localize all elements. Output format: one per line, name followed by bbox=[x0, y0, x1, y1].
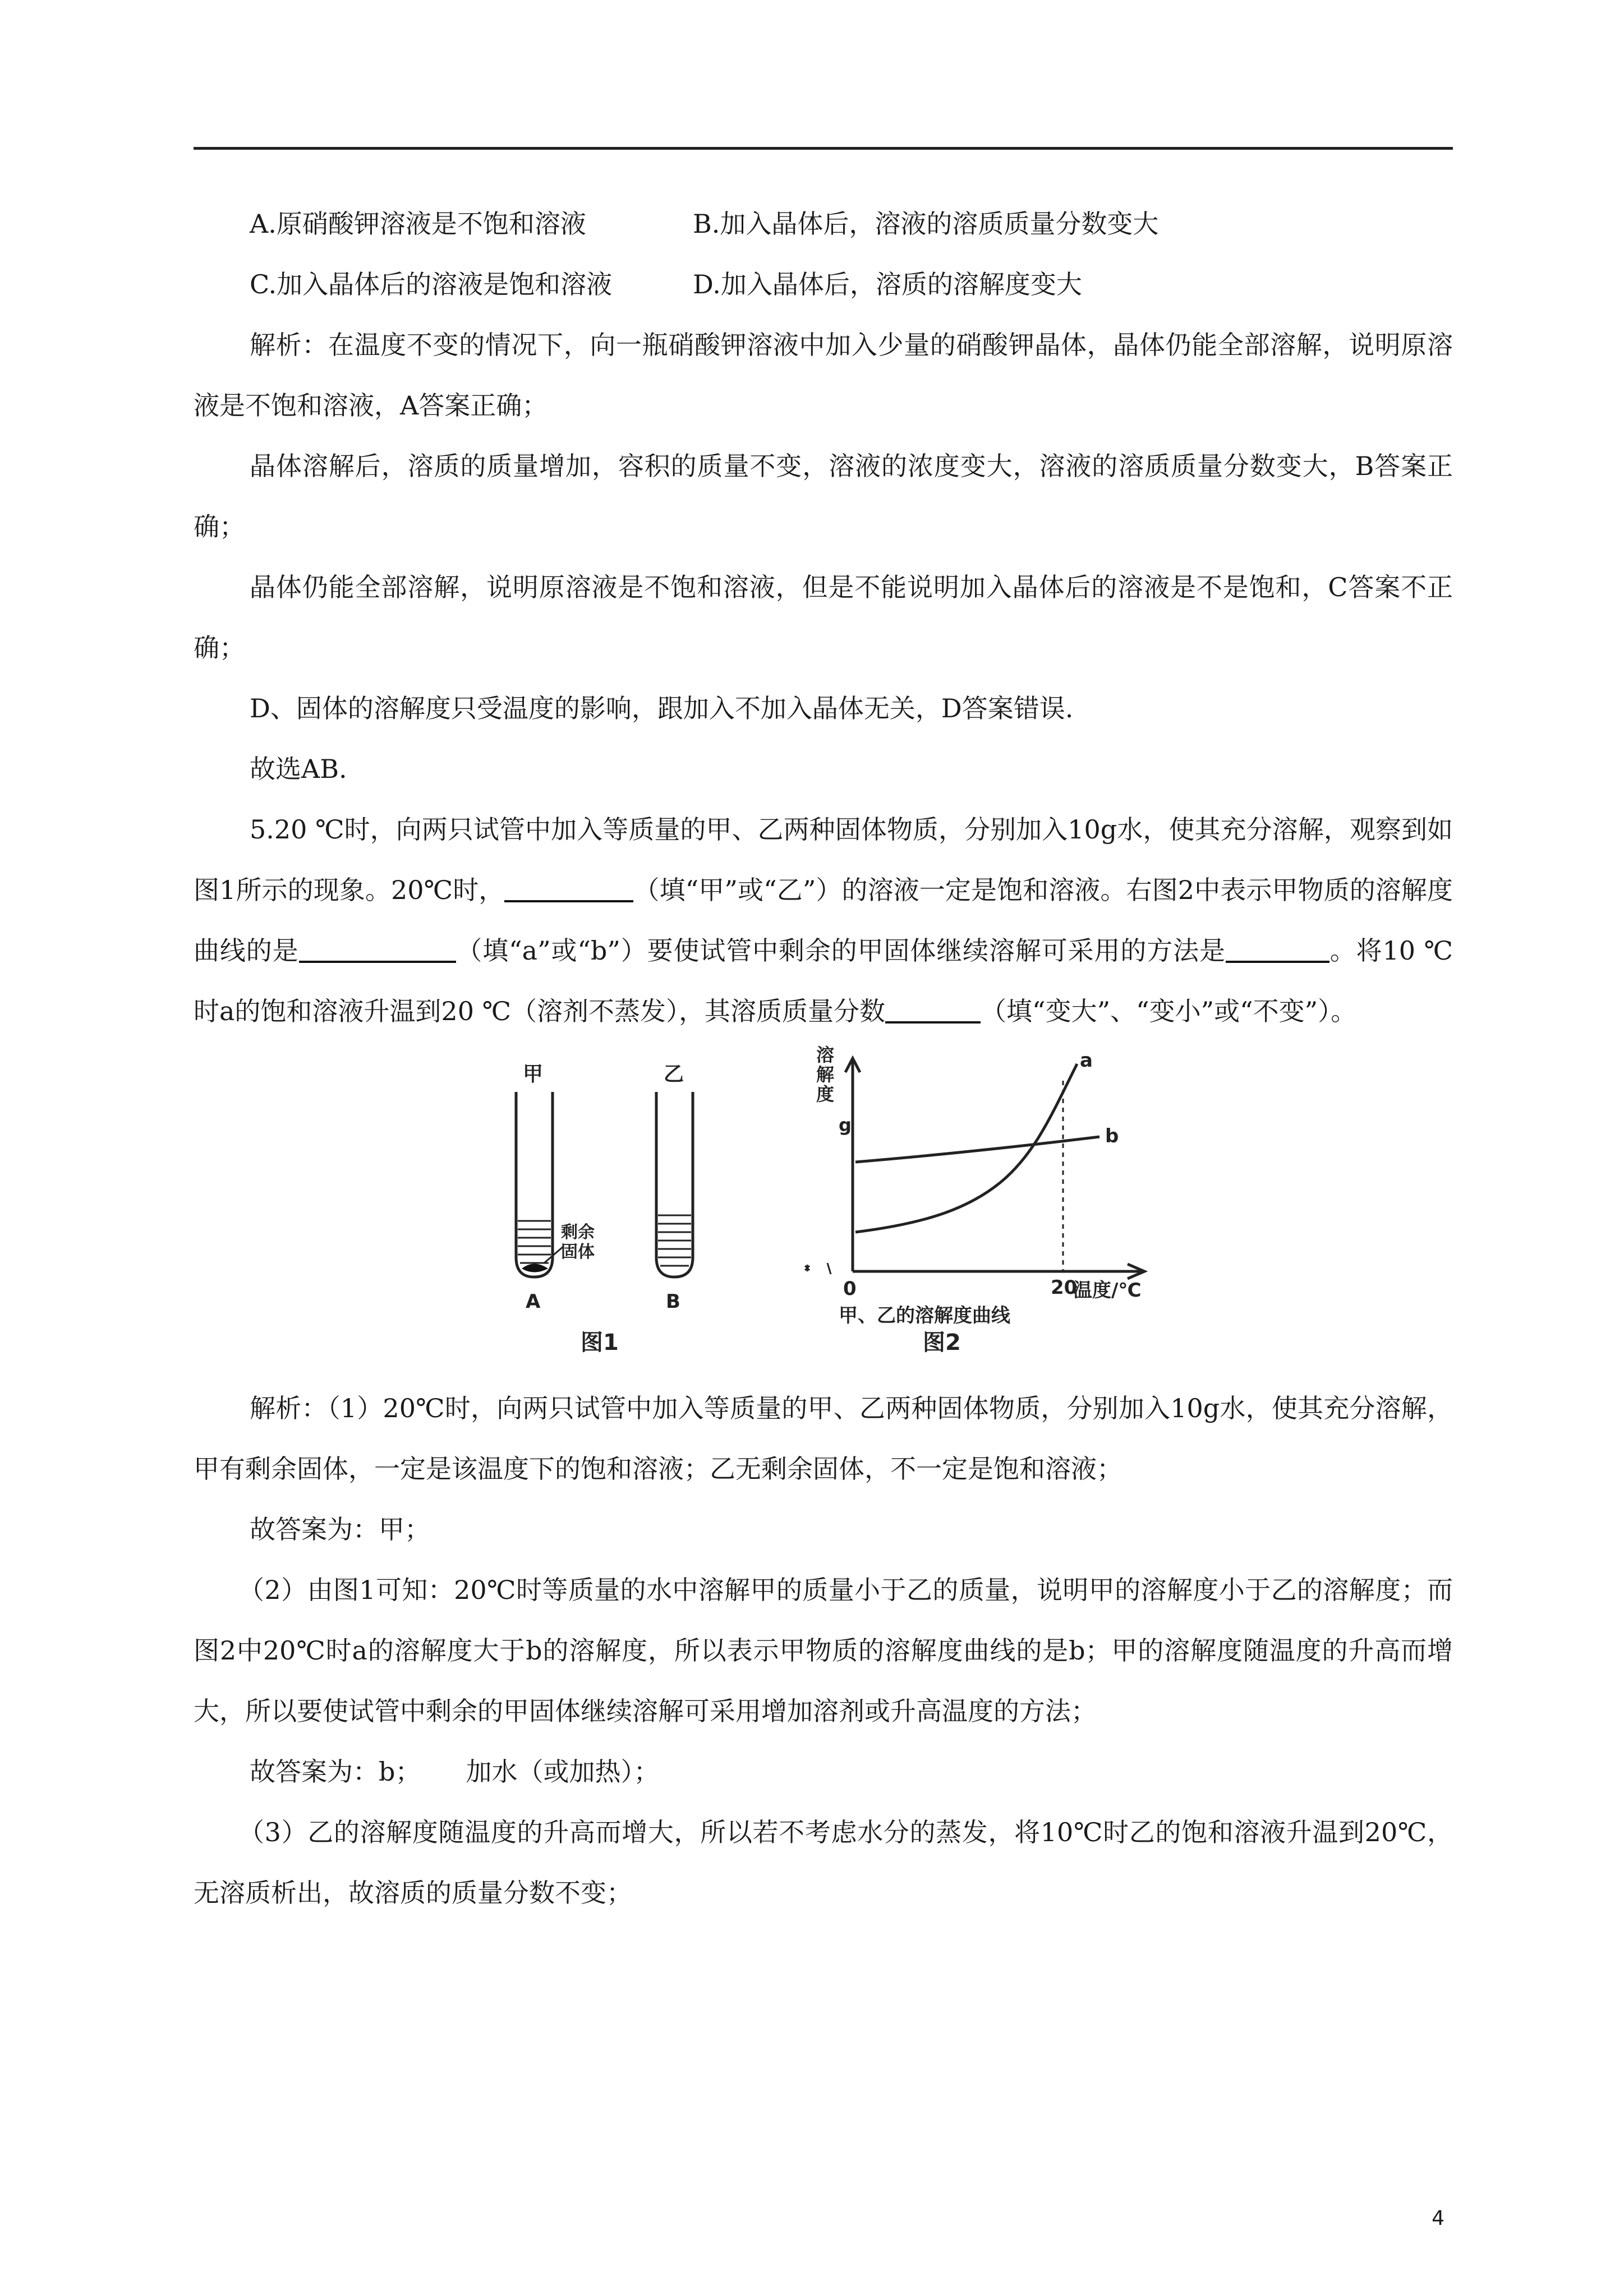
answer-blank-4[interactable] bbox=[885, 992, 981, 1023]
tube-a-label: 甲 bbox=[523, 1063, 544, 1086]
figure-1 bbox=[516, 1092, 693, 1277]
figure-1-caption: 图1 bbox=[581, 1330, 619, 1356]
figure-svg bbox=[194, 1041, 1453, 1378]
question-text: 。将10 ℃时a的饱和溶液升温到20 ℃（溶剂不蒸发），其溶质质量分数 bbox=[194, 935, 1453, 1026]
question-5 bbox=[194, 799, 1453, 1041]
tube-b-caption: B bbox=[666, 1290, 680, 1313]
analysis-paragraph: 晶体仍能全部溶解，说明原溶液是不饱和溶液，但是不能说明加入晶体后的溶液是不是饱和，C答案不正确； bbox=[194, 572, 1453, 663]
answer-blank-2[interactable] bbox=[299, 932, 456, 963]
page-number: 4 bbox=[1432, 2207, 1444, 2230]
answer-text: 故答案为：b； bbox=[250, 1756, 421, 1787]
page-content bbox=[194, 193, 1453, 1923]
curve-a bbox=[855, 1064, 1077, 1232]
answer-paragraph: （3）乙的溶解度随温度的升高而增大，所以若不考虑水分的蒸发，将10℃时乙的饱和溶液升温到20℃，无溶质析出，故溶质的质量分数不变； bbox=[194, 1817, 1453, 1908]
tube-b-label: 乙 bbox=[664, 1063, 684, 1086]
residue-label: 固体 bbox=[561, 1242, 595, 1262]
header-rule bbox=[194, 147, 1453, 150]
x-axis-label: 温度/℃ bbox=[1073, 1279, 1142, 1302]
option-row-cd bbox=[194, 254, 1453, 315]
origin-label: 0 bbox=[843, 1278, 857, 1300]
analysis-paragraph: D、固体的溶解度只受温度的影响，跟加入不加入晶体无关，D答案错误. bbox=[250, 693, 1074, 723]
test-tube-a bbox=[516, 1092, 553, 1277]
figure-2 bbox=[845, 1058, 1144, 1279]
answer-paragraph: 解析：（1）20℃时，向两只试管中加入等质量的甲、乙两种固体物质，分别加入10g水，使其充分溶解，甲有剩余固体，一定是该温度下的饱和溶液；乙无剩余固体，不一定是饱和溶液； bbox=[194, 1393, 1453, 1484]
curve-b bbox=[855, 1137, 1099, 1162]
residue-solid bbox=[522, 1264, 548, 1273]
answer-blank-1[interactable] bbox=[504, 871, 633, 902]
question-text: （填“a”或“b”）要使试管中剩余的甲固体继续溶解可采用的方法是 bbox=[456, 935, 1226, 966]
curve-a-label: a bbox=[1080, 1049, 1093, 1072]
y-axis-label: 度 bbox=[816, 1084, 835, 1105]
y-axis-label: 解 bbox=[816, 1064, 835, 1085]
residue-label: 剩余 bbox=[561, 1223, 595, 1242]
answer-line: 故答案为：甲； bbox=[250, 1514, 430, 1545]
option-d: D.加入晶体后，溶质的溶解度变大 bbox=[693, 269, 1082, 299]
tube-a-caption: A bbox=[526, 1290, 541, 1313]
bracket-mark bbox=[827, 1263, 831, 1274]
answer-text: 加水（或加热）； bbox=[466, 1756, 660, 1787]
option-b: B.加入晶体后，溶液的溶质质量分数变大 bbox=[693, 209, 1159, 239]
answer-line bbox=[194, 1741, 1453, 1802]
x-tick-label: 20 bbox=[1051, 1276, 1078, 1299]
chart-subtitle: 甲、乙的溶解度曲线 bbox=[839, 1304, 1010, 1327]
liquid-lines-b bbox=[658, 1215, 691, 1266]
figure-area bbox=[194, 1041, 1453, 1378]
answer-blank-3[interactable] bbox=[1226, 932, 1329, 963]
option-a: A.原硝酸钾溶液是不饱和溶液 bbox=[250, 209, 586, 239]
question-text: （填“变大”、“变小”或“不变”）。 bbox=[981, 996, 1357, 1026]
analysis-conclusion: 故选AB. bbox=[250, 754, 347, 784]
liquid-lines-a bbox=[518, 1221, 551, 1263]
analysis-paragraph: 晶体溶解后，溶质的质量增加，容积的质量不变，溶液的浓度变大，溶液的溶质质量分数变大，B答案正确； bbox=[194, 451, 1453, 542]
curve-b-label: b bbox=[1105, 1125, 1119, 1147]
figure-2-caption: 图2 bbox=[923, 1330, 961, 1356]
option-row-ab bbox=[194, 193, 1453, 254]
y-axis-label: 溶 bbox=[816, 1044, 835, 1066]
answer-paragraph: （2）由图1可知：20℃时等质量的水中溶解甲的质量小于乙的质量，说明甲的溶解度小于乙的溶解度；而图2中20℃时a的溶解度大于b的溶解度，所以表示甲物质的溶解度曲线的是b；甲的溶解度随温度的升高而增大，所以要使试管中剩余的甲固体继续溶解可采用增加溶剂或升高温度的方法； bbox=[194, 1575, 1453, 1726]
question-text: 5.20 ℃时，向两只试管中加入等质量的甲、乙两种固体物质，分别加入10g水，使其充分溶解，观察到如图1所示的现象。20℃时， bbox=[194, 814, 1453, 905]
question-text: （填“甲”或“乙”）的溶液一定是饱和溶液。右图2中表示甲物质的溶解度曲线的是 bbox=[194, 875, 1453, 966]
option-c: C.加入晶体后的溶液是饱和溶液 bbox=[250, 269, 613, 299]
analysis-paragraph: 解析：在温度不变的情况下，向一瓶硝酸钾溶液中加入少量的硝酸钾晶体，晶体仍能全部溶解，说明原溶液是不饱和溶液，A答案正确； bbox=[194, 330, 1453, 421]
y-axis-unit: g bbox=[839, 1114, 852, 1136]
